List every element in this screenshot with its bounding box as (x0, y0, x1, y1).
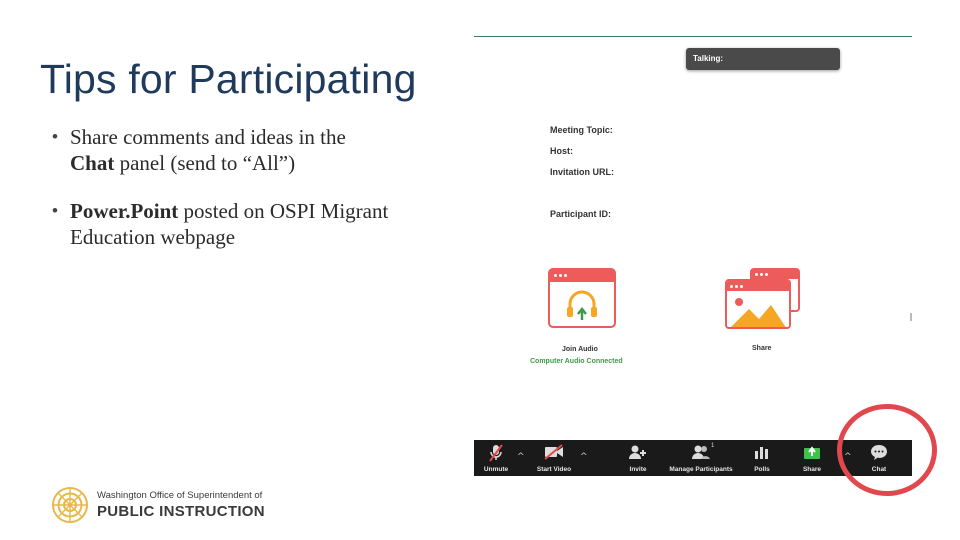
talking-label: Talking: (693, 54, 724, 63)
logo-org-line: Washington Office of Superintendent of (97, 490, 263, 501)
invitation-url-label: Invitation URL: (550, 167, 614, 177)
panel-edge-mark (910, 313, 912, 321)
invite-label: Invite (629, 466, 647, 473)
bullet-text-post: posted on OSPI Migrant Education webpage (70, 199, 389, 249)
chat-highlight-circle (837, 404, 937, 496)
polls-bar-chart-icon (754, 444, 770, 460)
video-options-chevron-icon[interactable]: ^ (580, 452, 588, 462)
polls-label: Polls (754, 466, 770, 473)
headphones-icon (550, 282, 614, 328)
join-audio-label: Join Audio (562, 346, 598, 353)
share-screen-tile[interactable] (725, 279, 791, 329)
bullet-item-chat (52, 124, 442, 176)
unmute-label: Unmute (483, 466, 509, 473)
participant-id-label: Participant ID: (550, 209, 612, 219)
chat-label: Chat (871, 466, 887, 473)
host-label: Host: (550, 146, 573, 156)
divider-line (474, 36, 912, 37)
share-label: Share (802, 466, 822, 473)
unmute-button[interactable] (478, 440, 514, 476)
slide-title: Tips for Participating (40, 56, 417, 102)
image-share-icon (727, 291, 789, 329)
ospi-sun-emblem-icon (51, 486, 89, 524)
manage-participants-label: Manage Participants (669, 466, 733, 473)
share-tile-label: Share (752, 345, 772, 352)
audio-connected-status: Computer Audio Connected (530, 358, 623, 365)
audio-options-chevron-icon[interactable]: ^ (517, 452, 525, 462)
start-video-label: Start Video (536, 466, 572, 473)
share-options-chevron-icon[interactable]: ^ (844, 452, 852, 462)
zoom-screenshot (474, 36, 914, 476)
join-audio-tile[interactable] (548, 268, 616, 328)
invite-person-icon (629, 444, 647, 460)
bullet-text-post: panel (send to “All”) (114, 151, 296, 175)
bullet-bold-powerpoint: Power.Point (70, 199, 179, 223)
meeting-topic-label: Meeting Topic: (550, 125, 613, 135)
window-header (550, 270, 614, 282)
share-button[interactable] (796, 440, 828, 476)
bullet-list (52, 124, 442, 272)
ospi-logo (51, 486, 265, 529)
talking-indicator (686, 48, 840, 70)
share-screen-icon (803, 444, 821, 460)
polls-button[interactable] (748, 440, 776, 476)
bullet-dot: • (52, 127, 58, 146)
bullet-bold-chat: Chat (70, 151, 115, 175)
muted-microphone-icon (489, 444, 503, 462)
manage-participants-button[interactable] (666, 440, 736, 476)
video-off-icon (544, 444, 564, 460)
invite-button[interactable] (624, 440, 652, 476)
bullet-text-pre: Share comments and ideas in the (70, 125, 346, 149)
logo-name-line: PUBLIC INSTRUCTION (97, 503, 265, 520)
start-video-button[interactable] (532, 440, 576, 476)
participants-icon (691, 444, 711, 460)
participant-count-badge: 1 (711, 443, 715, 449)
bullet-dot: • (52, 201, 58, 220)
bullet-item-powerpoint (52, 198, 442, 250)
